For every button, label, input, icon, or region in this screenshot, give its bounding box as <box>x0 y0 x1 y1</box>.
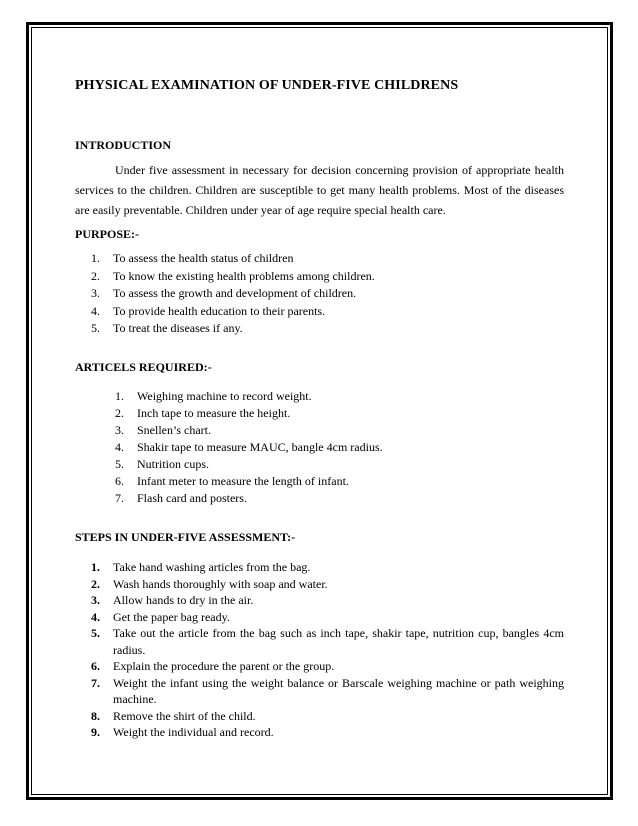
steps-item-text: Allow hands to dry in the air. <box>113 593 254 607</box>
articles-list-item <box>115 439 561 456</box>
articles-item-number: 2. <box>115 406 124 420</box>
articles-item-number: 7. <box>115 491 124 505</box>
articles-list-item <box>115 422 561 439</box>
purpose-item-text: To provide health education to their parents. <box>113 303 326 318</box>
purpose-item-number: 5. <box>91 321 100 335</box>
purpose-item-text: To assess the growth and development of children. <box>113 286 357 300</box>
purpose-heading: PURPOSE:- <box>75 227 139 241</box>
steps-item-number: 4. <box>91 609 100 624</box>
steps-item-number: 3. <box>91 593 100 607</box>
steps-item-number: 1. <box>91 560 100 574</box>
purpose-list-item <box>91 285 561 303</box>
articles-item-number: 5. <box>115 457 124 471</box>
steps-item-number: 8. <box>91 708 100 723</box>
steps-item-number: 6. <box>91 659 100 673</box>
articles-item-number: 6. <box>115 474 124 488</box>
steps-item-text: Weight the individual and record. <box>113 725 274 739</box>
articles-item-text: Flash card and posters. <box>137 491 247 505</box>
steps-list <box>91 559 564 741</box>
steps-item-number: 7. <box>91 675 100 690</box>
articles-item-number: 1. <box>115 389 124 403</box>
articles-item-text: Weighing machine to record weight. <box>137 389 312 403</box>
purpose-item-number: 1. <box>91 251 100 265</box>
purpose-item-text: To know the existing health problems among children. <box>113 268 375 283</box>
articles-item-number: 4. <box>115 440 124 454</box>
steps-item-text: Take out the article from the bag such as inch tape, shakir tape, nutrition cup, bangles 4cm radius. <box>113 626 564 657</box>
steps-list-item <box>91 724 564 741</box>
articles-item-text: Snellen’s chart. <box>137 423 211 437</box>
articles-list-item <box>115 456 561 473</box>
articles-item-text: Shakir tape to measure MAUC, bangle 4cm radius. <box>137 440 383 454</box>
steps-list-item <box>91 609 564 626</box>
steps-item-text: Take hand washing articles from the bag. <box>113 560 311 574</box>
purpose-item-text: To treat the diseases if any. <box>113 321 243 335</box>
articles-list-item <box>115 388 561 405</box>
document-title: PHYSICAL EXAMINATION OF UNDER-FIVE CHILDRENS <box>75 78 459 93</box>
steps-list-item <box>91 658 564 675</box>
steps-item-text: Get the paper bag ready. <box>113 609 230 624</box>
purpose-list-item <box>91 320 561 338</box>
articles-list-item <box>115 490 561 507</box>
purpose-list-item <box>91 250 561 268</box>
steps-item-text: Remove the shirt of the child. <box>113 708 256 723</box>
articles-list-item <box>115 405 561 422</box>
purpose-list <box>91 250 561 338</box>
articles-item-text: Infant meter to measure the length of infant. <box>137 474 349 488</box>
steps-list-item <box>91 559 564 576</box>
articles-list-item <box>115 473 561 490</box>
steps-item-number: 5. <box>91 626 100 640</box>
articles-item-text: Inch tape to measure the height. <box>137 406 291 420</box>
introduction-heading: INTRODUCTION <box>75 138 172 152</box>
purpose-item-text: To assess the health status of children <box>113 251 294 265</box>
articles-list <box>115 388 561 507</box>
steps-list-item <box>91 708 564 725</box>
steps-item-text: Explain the procedure the parent or the group. <box>113 659 335 673</box>
steps-item-text: Wash hands thoroughly with soap and water. <box>113 576 328 591</box>
steps-list-item <box>91 675 564 708</box>
steps-heading: STEPS IN UNDER-FIVE ASSESSMENT:- <box>75 530 296 544</box>
purpose-item-number: 3. <box>91 286 100 300</box>
steps-item-number: 2. <box>91 576 100 591</box>
steps-list-item <box>91 625 564 658</box>
steps-item-number: 9. <box>91 725 100 739</box>
steps-list-item <box>91 592 564 609</box>
steps-item-text: Weight the infant using the weight balance or Barscale weighing machine or path weighing machine. <box>113 675 564 706</box>
articles-item-text: Nutrition cups. <box>137 457 209 471</box>
steps-list-item <box>91 576 564 593</box>
purpose-item-number: 4. <box>91 303 100 318</box>
purpose-item-number: 2. <box>91 268 100 283</box>
purpose-list-item <box>91 303 561 321</box>
articles-heading: ARTICELS REQUIRED:- <box>75 360 212 374</box>
articles-item-number: 3. <box>115 423 124 437</box>
introduction-paragraph: Under five assessment in necessary for decision concerning provision of appropriate health services to the children. Children are susceptible to get many health problems. Most of the diseases are easily preventable. Children under year of age require special health care. <box>75 163 564 217</box>
purpose-list-item <box>91 268 561 286</box>
